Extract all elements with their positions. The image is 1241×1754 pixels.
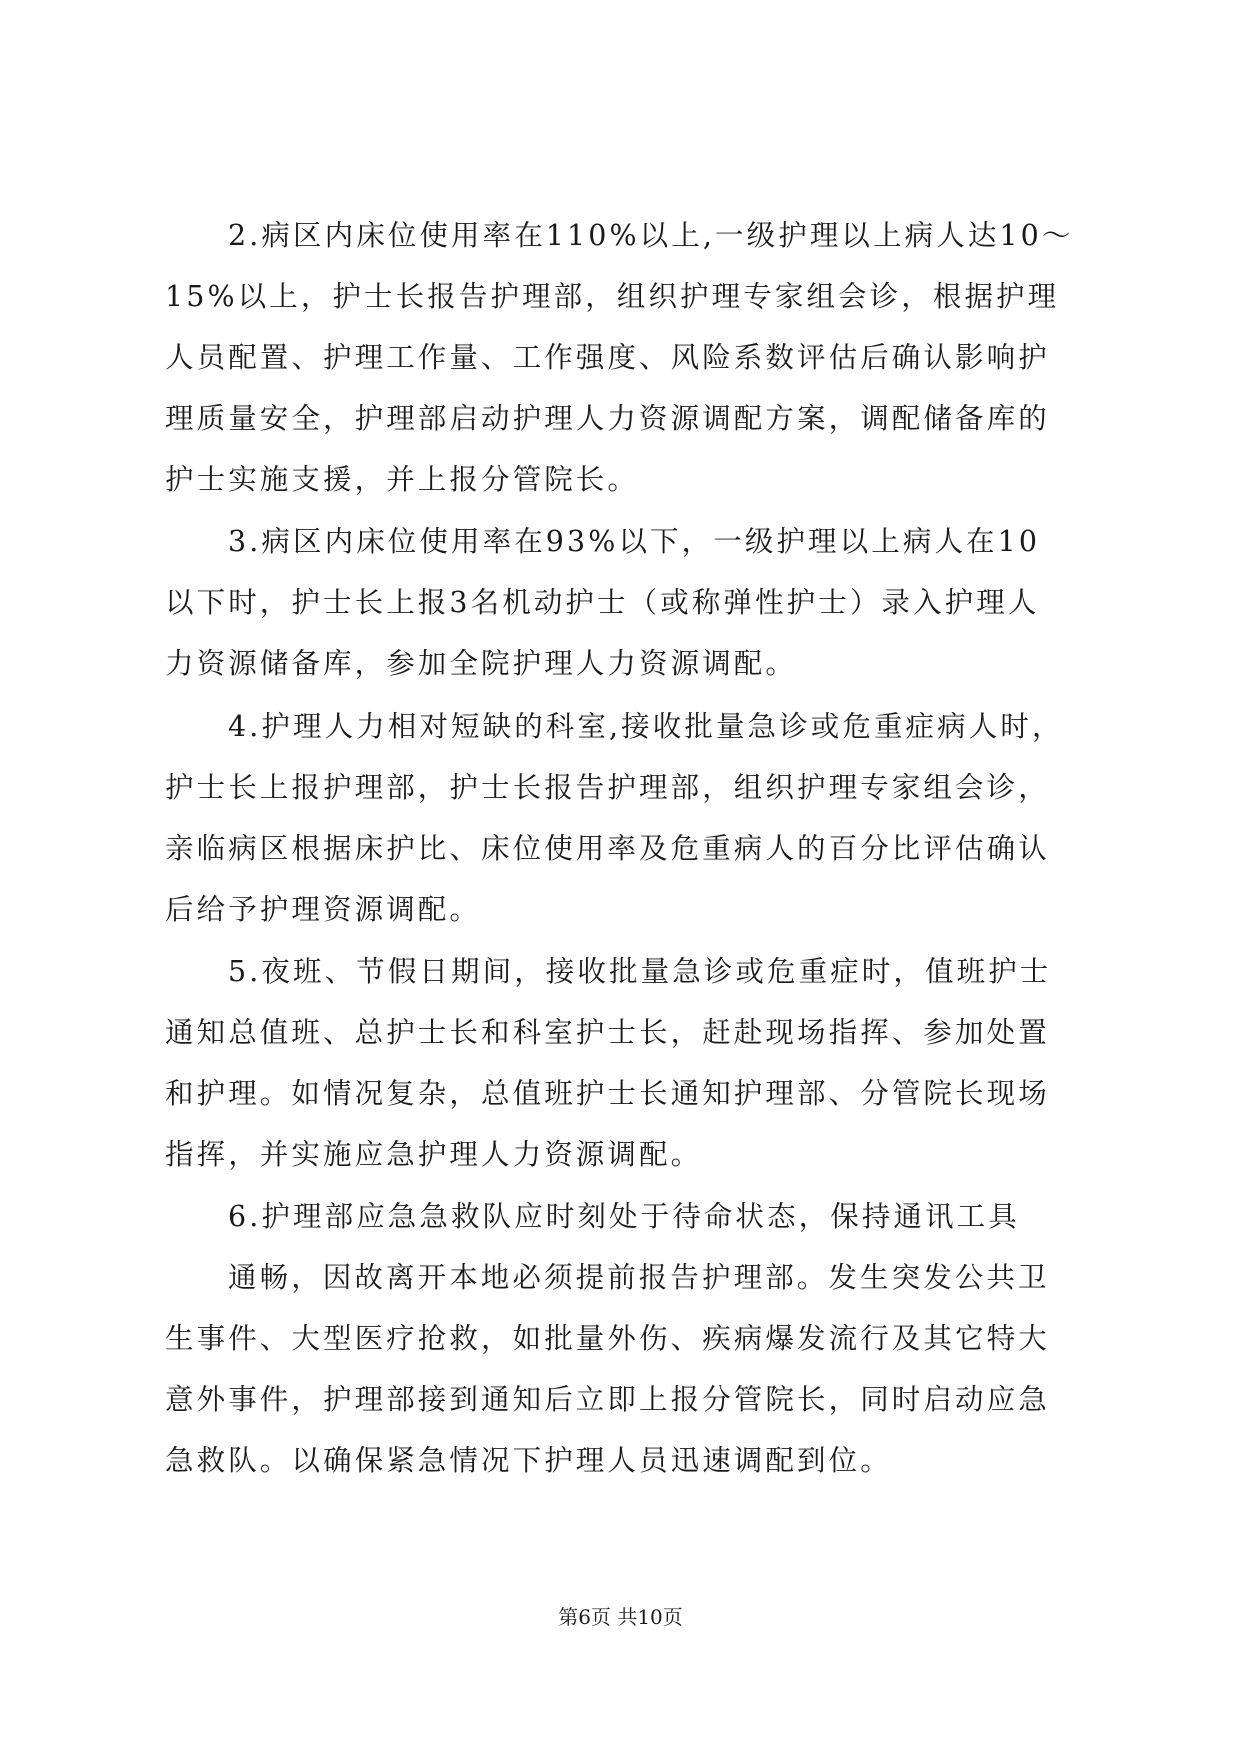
text-line: 5.夜班、节假日期间，接收批量急诊或危重症时，值班护士 <box>228 955 1052 988</box>
text-line: 15%以上，护士长报告护理部，组织护理专家组会诊，根据护理 <box>165 280 1060 313</box>
text-line: 指挥，并实施应急护理人力资源调配。 <box>165 1138 703 1171</box>
text-line: 通畅，因故离开本地必须提前报告护理部。发生突发公共卫 <box>228 1261 1050 1294</box>
text-line: 理质量安全，护理部启动护理人力资源调配方案，调配储备库的 <box>165 402 1050 435</box>
text-line: 2.病区内床位使用率在110%以上,一级护理以上病人达10～ <box>228 219 1074 252</box>
text-line: 和护理。如情况复杂，总值班护士长通知护理部、分管院长现场 <box>165 1077 1050 1110</box>
text-line: 急救队。以确保紧急情况下护理人员迅速调配到位。 <box>165 1444 892 1477</box>
text-line: 4.护理人力相对短缺的科室,接收批量急诊或危重症病人时， <box>228 710 1064 743</box>
text-line: 后给予护理资源调配。 <box>165 893 482 926</box>
text-line: 人员配置、护理工作量、工作强度、风险系数评估后确认影响护 <box>165 341 1050 374</box>
text-line: 力资源储备库，参加全院护理人力资源调配。 <box>165 647 798 680</box>
text-line: 6.护理部应急急救队应时刻处于待命状态，保持通讯工具 <box>228 1200 1020 1233</box>
text-line: 亲临病区根据床护比、床位使用率及危重病人的百分比评估确认 <box>165 832 1050 865</box>
text-line: 以下时，护士长上报3名机动护士（或称弹性护士）录入护理人 <box>165 586 1040 619</box>
text-line: 生事件、大型医疗抢救，如批量外伤、疾病爆发流行及其它特大 <box>165 1322 1050 1355</box>
page-footer: 第6页 共10页 <box>558 1605 683 1629</box>
text-line: 护士长上报护理部，护士长报告护理部，组织护理专家组会诊， <box>165 771 1050 804</box>
text-line: 3.病区内床位使用率在93%以下，一级护理以上病人在10 <box>228 525 1041 558</box>
text-line: 意外事件，护理部接到通知后立即上报分管院长，同时启动应急 <box>165 1383 1050 1416</box>
text-line: 护士实施支援，并上报分管院长。 <box>165 463 640 496</box>
text-line: 通知总值班、总护士长和科室护士长，赶赴现场指挥、参加处置 <box>165 1016 1050 1049</box>
